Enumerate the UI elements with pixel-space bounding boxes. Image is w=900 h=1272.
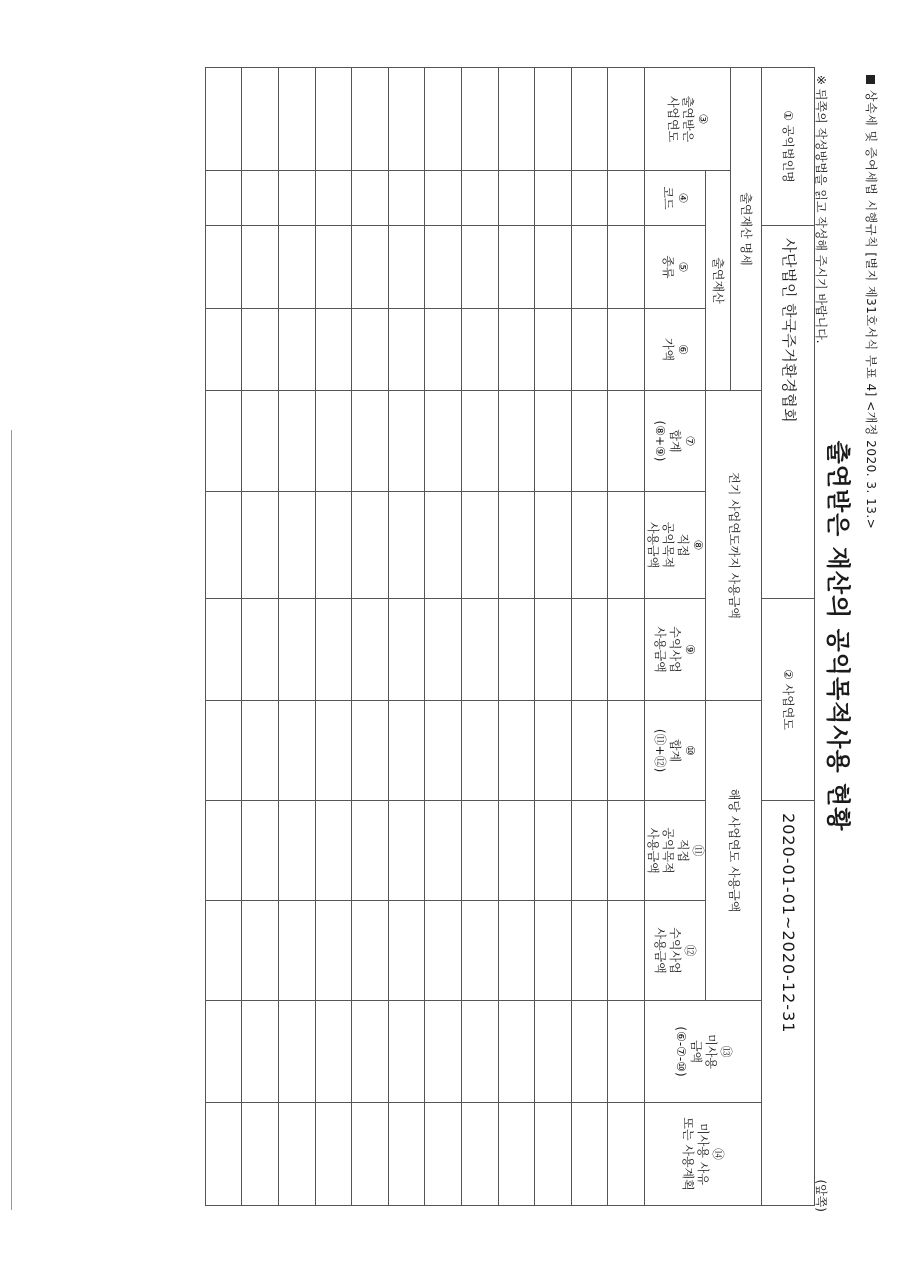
empty-entry-cell[interactable] — [425, 801, 462, 901]
empty-entry-cell[interactable] — [388, 171, 425, 226]
code-label: 코드 — [661, 186, 675, 210]
plan-header — [645, 1103, 762, 1206]
table-row — [425, 68, 462, 1206]
empty-entry-cell[interactable] — [571, 801, 608, 901]
empty-entry-cell[interactable] — [462, 701, 499, 801]
empty-entry-cell[interactable] — [388, 68, 425, 171]
curr-profit-line1: 수익사업 — [668, 927, 683, 974]
empty-entry-cell[interactable] — [279, 391, 316, 492]
type-label: 종류 — [661, 255, 675, 279]
year-label-cell — [762, 599, 815, 801]
empty-entry-cell[interactable] — [608, 309, 645, 391]
type-header — [645, 226, 706, 309]
empty-entry-cell[interactable] — [352, 901, 389, 1001]
empty-entry-cell[interactable] — [608, 68, 645, 171]
table-row — [535, 68, 572, 1206]
unused-line3: (⑥-⑦-⑩) — [674, 1026, 688, 1077]
table-row — [242, 68, 279, 1206]
prev-profit-line2: 사용금액 — [653, 626, 668, 673]
received-year-header — [645, 68, 731, 171]
empty-entry-cell[interactable] — [608, 599, 645, 701]
empty-entry-cell[interactable] — [279, 68, 316, 171]
year-value-cell[interactable] — [762, 801, 815, 1206]
empty-entry-cell[interactable] — [425, 226, 462, 309]
empty-entry-cell[interactable] — [388, 226, 425, 309]
empty-entry-cell[interactable] — [425, 492, 462, 599]
empty-entry-cell[interactable] — [279, 701, 316, 801]
value-header — [645, 309, 706, 391]
empty-entry-cell[interactable] — [279, 599, 316, 701]
empty-entry-cell[interactable] — [535, 391, 572, 492]
empty-entry-cell[interactable] — [608, 701, 645, 801]
regulation-text: 상속세 및 증여세법 시행규칙 [별지 제31호서식 부표 4] <개정 2020. 3. 13.> — [864, 90, 878, 530]
empty-entry-cell[interactable] — [315, 309, 352, 391]
use-status-table — [205, 67, 815, 1206]
empty-entry-cell[interactable] — [279, 901, 316, 1001]
empty-entry-cell[interactable] — [242, 226, 279, 309]
prev-direct-header — [645, 492, 706, 599]
empty-entry-cell[interactable] — [425, 901, 462, 1001]
empty-entry-cell[interactable] — [315, 801, 352, 901]
empty-entry-cell[interactable] — [388, 391, 425, 492]
empty-entry-cell[interactable] — [315, 599, 352, 701]
page-side-label: (앞쪽) — [814, 1179, 828, 1212]
empty-entry-cell[interactable] — [462, 901, 499, 1001]
empty-entry-cell[interactable] — [205, 226, 242, 309]
empty-entry-cell[interactable] — [462, 801, 499, 901]
empty-entry-cell[interactable] — [279, 309, 316, 391]
empty-entry-cell[interactable] — [352, 226, 389, 309]
empty-entry-cell[interactable] — [498, 801, 535, 901]
prev-direct-line3: 사용금액 — [646, 521, 660, 569]
empty-entry-cell[interactable] — [498, 309, 535, 391]
empty-entry-cell[interactable] — [315, 68, 352, 171]
empty-entry-cell[interactable] — [608, 801, 645, 901]
empty-entry-cell[interactable] — [279, 171, 316, 226]
empty-entry-cell[interactable] — [462, 1001, 499, 1103]
curr-direct-line2: 공익목적 — [661, 827, 675, 874]
empty-entry-cell[interactable] — [242, 599, 279, 701]
empty-entry-cell[interactable] — [608, 226, 645, 309]
curr-total-num: ⑩ — [683, 745, 698, 756]
empty-entry-cell[interactable] — [498, 701, 535, 801]
empty-entry-cell[interactable] — [462, 226, 499, 309]
unused-line2: 금액 — [689, 1039, 703, 1064]
empty-entry-cell[interactable] — [242, 68, 279, 171]
form-title: 출연받은 재산의 공익목적사용 현황 — [824, 440, 852, 832]
square-bullet-icon — [866, 75, 875, 84]
plan-line2: 또는 사용계획 — [681, 1117, 696, 1191]
empty-entry-cell[interactable] — [242, 1001, 279, 1103]
info-row — [762, 68, 815, 1206]
empty-entry-cell[interactable] — [315, 1103, 352, 1206]
empty-entry-cell[interactable] — [315, 901, 352, 1001]
curr-direct-header — [645, 801, 706, 901]
empty-entry-cell[interactable] — [462, 309, 499, 391]
empty-entry-cell[interactable] — [608, 901, 645, 1001]
table-row — [608, 68, 645, 1206]
table-row — [315, 68, 352, 1206]
empty-entry-cell[interactable] — [205, 901, 242, 1001]
empty-entry-cell[interactable] — [608, 171, 645, 226]
empty-entry-cell[interactable] — [571, 171, 608, 226]
curr-direct-line1: 직접 — [676, 838, 690, 863]
curr-direct-num: ⑪ — [691, 844, 705, 857]
empty-entry-cell[interactable] — [535, 801, 572, 901]
empty-entry-cell[interactable] — [462, 391, 499, 492]
empty-entry-cell[interactable] — [242, 901, 279, 1001]
empty-entry-cell[interactable] — [388, 599, 425, 701]
empty-entry-cell[interactable] — [205, 1001, 242, 1103]
data-rows — [205, 68, 644, 1206]
empty-entry-cell[interactable] — [571, 1001, 608, 1103]
prev-profit-line1: 수익사업 — [668, 626, 683, 673]
empty-entry-cell[interactable] — [571, 1103, 608, 1206]
empty-entry-cell[interactable] — [242, 171, 279, 226]
unused-num: ⑬ — [719, 1045, 733, 1058]
empty-entry-cell[interactable] — [462, 1103, 499, 1206]
empty-entry-cell[interactable] — [315, 391, 352, 492]
empty-entry-cell[interactable] — [352, 801, 389, 901]
empty-entry-cell[interactable] — [315, 226, 352, 309]
unused-header — [645, 1001, 762, 1103]
business-year-value: 2020-01-01~2020-12-31 — [779, 813, 799, 1034]
empty-entry-cell[interactable] — [535, 68, 572, 171]
empty-entry-cell[interactable] — [498, 68, 535, 171]
prev-direct-line1: 직접 — [676, 533, 690, 557]
curr-direct-line3: 사용금액 — [646, 827, 660, 874]
empty-entry-cell[interactable] — [388, 492, 425, 599]
empty-entry-cell[interactable] — [608, 1103, 645, 1206]
empty-entry-cell[interactable] — [388, 309, 425, 391]
prev-profit-num: ⑨ — [683, 644, 698, 655]
prev-total-header — [645, 391, 706, 492]
empty-entry-cell[interactable] — [498, 391, 535, 492]
empty-entry-cell[interactable] — [535, 1103, 572, 1206]
empty-entry-cell[interactable] — [205, 599, 242, 701]
org-label: ① 공익법인명 — [781, 110, 796, 183]
empty-entry-cell[interactable] — [498, 1103, 535, 1206]
empty-entry-cell[interactable] — [571, 901, 608, 1001]
table-row — [388, 68, 425, 1206]
empty-entry-cell[interactable] — [205, 1103, 242, 1206]
curr-total-header — [645, 701, 706, 801]
prev-total-label: 합계 — [668, 429, 683, 453]
curr-group-header: 해당 사업연도 사용금액 — [706, 701, 762, 1001]
empty-entry-cell[interactable] — [462, 171, 499, 226]
value-num: ⑥ — [676, 344, 690, 355]
received-year-line2: 사업연도 — [666, 95, 680, 143]
empty-entry-cell[interactable] — [498, 226, 535, 309]
prev-direct-line2: 공익목적 — [661, 521, 675, 569]
empty-entry-cell[interactable] — [425, 599, 462, 701]
empty-entry-cell[interactable] — [608, 1001, 645, 1103]
code-header — [645, 171, 706, 226]
empty-entry-cell[interactable] — [571, 492, 608, 599]
curr-profit-num: ⑫ — [683, 944, 698, 957]
empty-entry-cell[interactable] — [425, 309, 462, 391]
table-row — [352, 68, 389, 1206]
empty-entry-cell[interactable] — [315, 171, 352, 226]
empty-entry-cell[interactable] — [352, 492, 389, 599]
empty-entry-cell[interactable] — [571, 599, 608, 701]
empty-entry-cell[interactable] — [352, 701, 389, 801]
empty-entry-cell[interactable] — [279, 801, 316, 901]
empty-entry-cell[interactable] — [535, 599, 572, 701]
empty-entry-cell[interactable] — [352, 68, 389, 171]
empty-entry-cell[interactable] — [279, 1103, 316, 1206]
unused-line1: 미사용 — [704, 1034, 718, 1069]
empty-entry-cell[interactable] — [571, 309, 608, 391]
empty-entry-cell[interactable] — [608, 391, 645, 492]
empty-entry-cell[interactable] — [425, 391, 462, 492]
empty-entry-cell[interactable] — [279, 1001, 316, 1103]
empty-entry-cell[interactable] — [315, 492, 352, 599]
empty-entry-cell[interactable] — [535, 901, 572, 1001]
received-year-line1: 출연받은 — [681, 95, 695, 143]
empty-entry-cell[interactable] — [498, 1001, 535, 1103]
empty-entry-cell[interactable] — [352, 1103, 389, 1206]
prev-group-header: 전기 사업연도까지 사용금액 — [706, 391, 762, 701]
table-row — [498, 68, 535, 1206]
empty-entry-cell[interactable] — [388, 1103, 425, 1206]
empty-entry-cell[interactable] — [205, 391, 242, 492]
empty-entry-cell[interactable] — [352, 309, 389, 391]
table-row — [571, 68, 608, 1206]
empty-entry-cell[interactable] — [388, 1001, 425, 1103]
empty-entry-cell[interactable] — [498, 901, 535, 1001]
empty-entry-cell[interactable] — [571, 391, 608, 492]
empty-entry-cell[interactable] — [425, 701, 462, 801]
curr-total-label: 합계 — [668, 738, 683, 763]
curr-profit-header — [645, 901, 706, 1001]
empty-entry-cell[interactable] — [242, 391, 279, 492]
org-name-value: 사단법인 한국주거환경협회 — [780, 238, 798, 424]
empty-entry-cell[interactable] — [571, 68, 608, 171]
table-row — [279, 68, 316, 1206]
empty-entry-cell[interactable] — [425, 1103, 462, 1206]
empty-entry-cell[interactable] — [388, 901, 425, 1001]
value-label: 가액 — [661, 337, 675, 362]
empty-entry-cell[interactable] — [498, 492, 535, 599]
empty-entry-cell[interactable] — [242, 1103, 279, 1206]
plan-num: ⑭ — [711, 1148, 726, 1161]
org-value-cell[interactable] — [762, 226, 815, 599]
received-year-num: ③ — [696, 113, 710, 125]
empty-entry-cell[interactable] — [205, 171, 242, 226]
org-label-cell — [762, 68, 815, 226]
empty-entry-cell[interactable] — [352, 1001, 389, 1103]
empty-entry-cell[interactable] — [242, 801, 279, 901]
empty-entry-cell[interactable] — [388, 701, 425, 801]
empty-entry-cell[interactable] — [315, 1001, 352, 1103]
curr-total-formula: (⑪+⑫) — [653, 728, 668, 773]
prev-total-num: ⑦ — [683, 435, 698, 447]
prev-profit-header — [645, 599, 706, 701]
table-row — [205, 68, 242, 1206]
empty-entry-cell[interactable] — [242, 701, 279, 801]
empty-entry-cell[interactable] — [498, 599, 535, 701]
header-row-1 — [731, 68, 762, 1206]
empty-entry-cell[interactable] — [205, 309, 242, 391]
detail-group-header: 출연재산 명세 — [731, 68, 762, 391]
empty-entry-cell[interactable] — [352, 391, 389, 492]
empty-entry-cell[interactable] — [462, 492, 499, 599]
empty-entry-cell[interactable] — [279, 492, 316, 599]
empty-entry-cell[interactable] — [571, 226, 608, 309]
empty-entry-cell[interactable] — [388, 801, 425, 901]
empty-entry-cell[interactable] — [425, 171, 462, 226]
empty-entry-cell[interactable] — [462, 68, 499, 171]
curr-profit-line2: 사용금액 — [653, 927, 668, 974]
regulation-reference — [863, 75, 880, 529]
empty-entry-cell[interactable] — [498, 171, 535, 226]
table-row — [462, 68, 499, 1206]
empty-entry-cell[interactable] — [205, 68, 242, 171]
empty-entry-cell[interactable] — [205, 701, 242, 801]
prev-total-formula: (⑧+⑨) — [653, 420, 668, 462]
empty-entry-cell[interactable] — [315, 701, 352, 801]
empty-entry-cell[interactable] — [425, 1001, 462, 1103]
empty-entry-cell[interactable] — [242, 492, 279, 599]
empty-entry-cell[interactable] — [535, 492, 572, 599]
prev-direct-num: ⑧ — [691, 539, 705, 551]
year-label: ② 사업연도 — [781, 669, 796, 731]
empty-entry-cell[interactable] — [279, 226, 316, 309]
empty-entry-cell[interactable] — [535, 226, 572, 309]
empty-entry-cell[interactable] — [205, 801, 242, 901]
empty-entry-cell[interactable] — [535, 1001, 572, 1103]
code-num: ④ — [676, 192, 690, 204]
empty-entry-cell[interactable] — [205, 492, 242, 599]
property-group-header: 출연재산 — [706, 171, 731, 391]
empty-entry-cell[interactable] — [535, 701, 572, 801]
empty-entry-cell[interactable] — [425, 68, 462, 171]
empty-entry-cell[interactable] — [352, 171, 389, 226]
bottom-rule — [11, 430, 12, 1210]
empty-entry-cell[interactable] — [535, 171, 572, 226]
empty-entry-cell[interactable] — [352, 599, 389, 701]
instruction-note: ※ 뒤쪽의 작성방법을 읽고 작성해 주시기 바랍니다. — [814, 75, 828, 344]
empty-entry-cell[interactable] — [571, 701, 608, 801]
plan-line1: 미사용 사유 — [696, 1123, 711, 1185]
type-num: ⑤ — [676, 261, 690, 273]
empty-entry-cell[interactable] — [242, 309, 279, 391]
empty-entry-cell[interactable] — [462, 599, 499, 701]
empty-entry-cell[interactable] — [535, 309, 572, 391]
empty-entry-cell[interactable] — [608, 492, 645, 599]
